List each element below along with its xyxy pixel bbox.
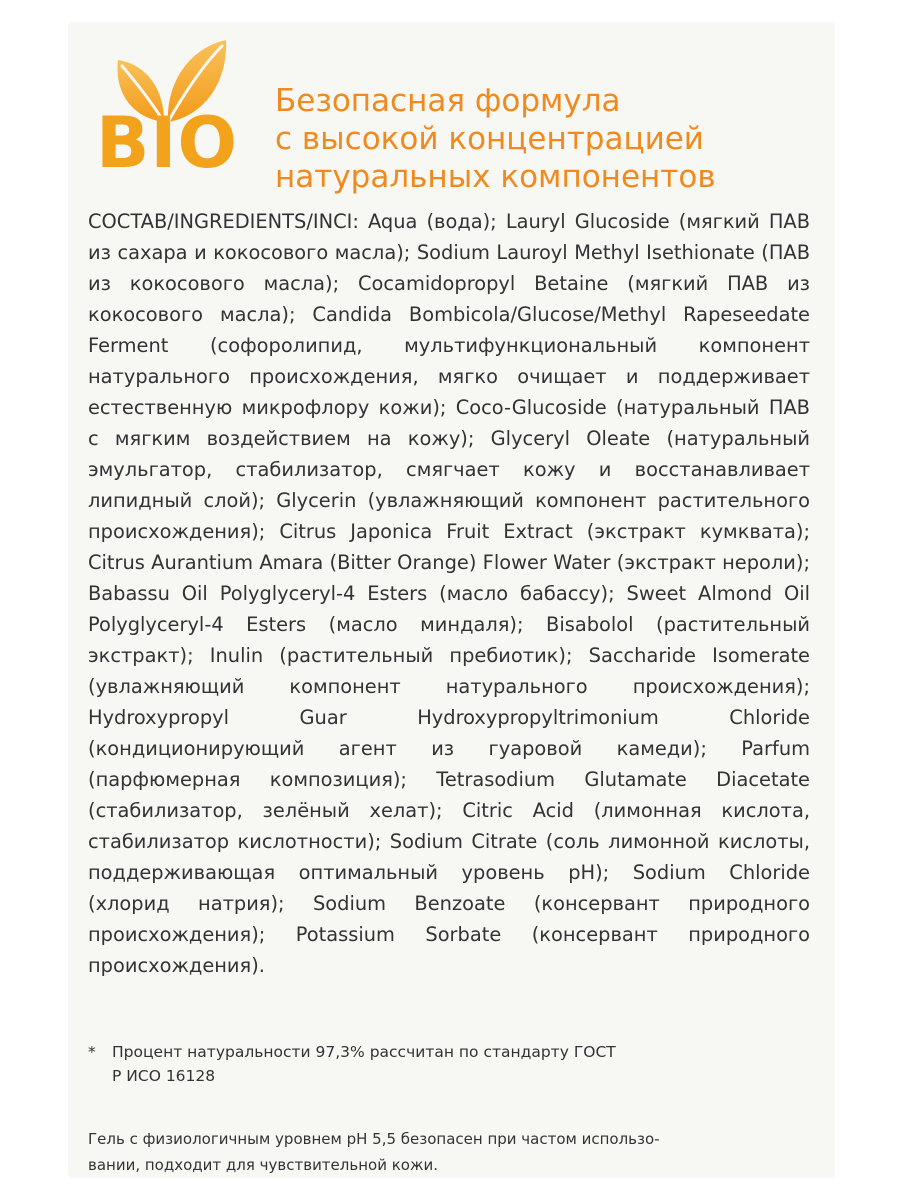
bio-logo-text: BIO [96,102,238,184]
ingredients-list: COCTAB/INGREDIENTS/INCI: Aqua (вода); Lauryl Glucoside (мягкий ПАВ из сахара и кокосового масла); Sodium Lauroyl Methyl Isethionate (ПАВ из кокосового масла); Cocamidopropyl Betaine (мягкий ПАВ из кокосового масла); Candida Bombicola/Glucose/Methyl Rapeseedate Ferment (софоролипид, мультифункциональный компонент натурального происхождения, мягко очищает и поддерживает естественную микрофлору кожи); Coco-Glucoside (натуральный ПАВ с мягким воздействием на кожу); Glyceryl Oleate (натуральный эмульгатор, стабилизатор, смягчает кожу и восстанавливает липидный слой); Glycerin (увлажняющий компонент растительного происхождения); Citrus Japonica Fruit Extract (экстракт кумквата); Citrus Aurantium Amara (Bitter Orange) Flower Water (экстракт нероли); Babassu Oil Polyglyceryl-4 Esters (масло бабассу); Sweet Almond Oil Polyglyceryl-4 Esters (масло миндаля); Bisabolol (растительный экстракт); Inulin (растительный пребиотик); Saccharide Isomerate (увлажняющий компонент натурального происхождения); Hydroxypropyl Guar Hydroxypropyltrimonium Chloride (кондиционирующий агент из гуаровой камеди); Parfum (парфюмерная композиция); Tetrasodium Glutamate Diacetate (стабилизатор, зелёный хелат); Citric Acid (лимонная кислота, стабилизатор кислотности); Sodium Citrate (соль лимонной кислоты, поддерживающая оптимальный уровень pH); Sodium Chloride (хлорид натрия); Sodium Benzoate (консервант природного происхождения); Potassium Sorbate (консервант природного происхождения). [88,210,810,977]
product-label [68,22,835,1178]
headline [275,82,825,196]
headline-line: с высокой концентрацией [275,121,704,157]
footer-line: Гель с физиологичным уровнем pH 5,5 безопасен при частом использо- [88,1130,660,1148]
footnote-asterisk: * [88,1043,96,1061]
note-line: Процент натуральности 97,3% рассчитан по стандарту ГОСТ [112,1043,616,1061]
headline-line: Безопасная формула [275,83,621,119]
naturalness-note [88,1040,810,1088]
headline-line: натуральных компонентов [275,159,716,195]
note-line: Р ИСО 16128 [112,1067,216,1085]
ph-statement [88,1126,810,1178]
bio-logo [92,30,242,190]
footer-line: вании, подходит для чувствительной кожи. [88,1156,438,1174]
